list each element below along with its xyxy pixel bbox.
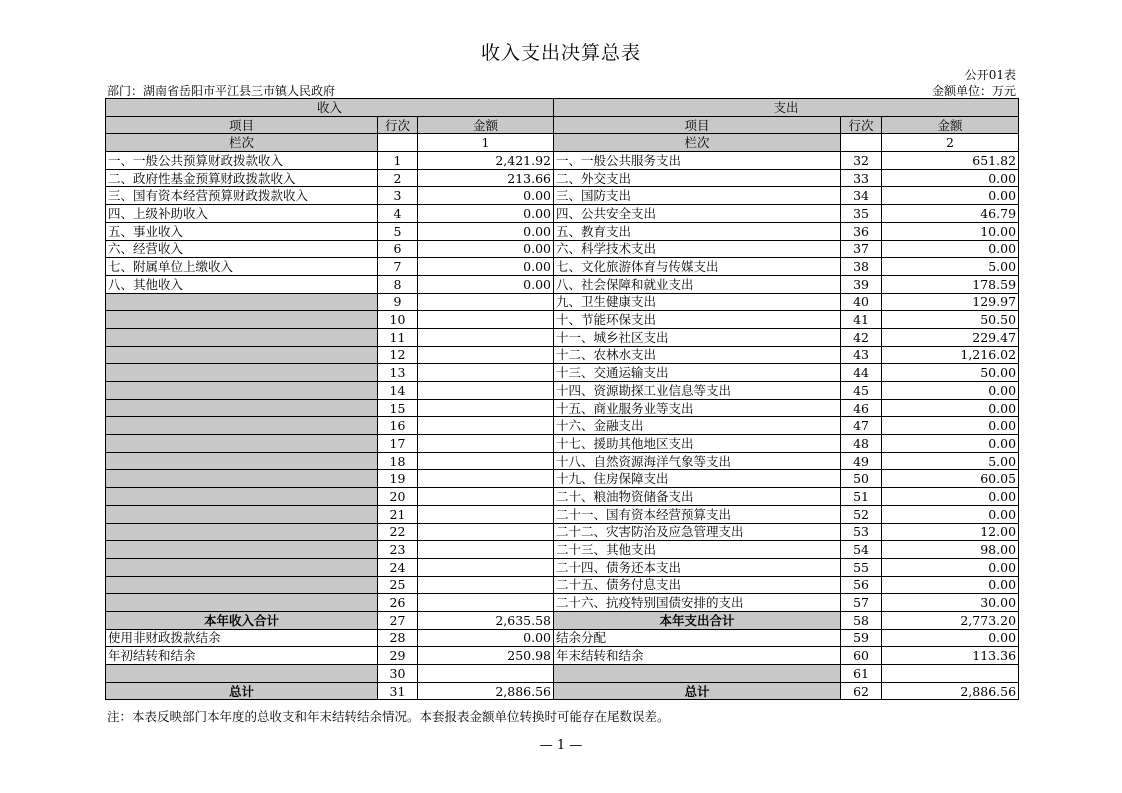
expense-item: 十九、住房保障支出 <box>554 470 841 488</box>
income-row-no: 6 <box>378 240 418 258</box>
income-amount <box>418 435 554 453</box>
income-row-no: 28 <box>378 629 418 647</box>
expense-item: 十五、商业服务业等支出 <box>554 399 841 417</box>
table-row <box>106 293 1019 311</box>
expense-row-no: 38 <box>841 258 882 276</box>
income-amount: 0.00 <box>418 240 554 258</box>
income-item: 使用非财政拨款结余 <box>106 629 378 647</box>
expense-row-no: 34 <box>841 187 882 205</box>
income-amount: 2,421.92 <box>418 152 554 170</box>
income-item: 二、政府性基金预算财政拨款收入 <box>106 169 378 187</box>
income-row-no: 9 <box>378 293 418 311</box>
income-amount <box>418 523 554 541</box>
expense-lanci-label: 栏次 <box>554 134 841 152</box>
expense-section-header: 支出 <box>554 99 1019 117</box>
table-row <box>106 152 1019 170</box>
table-row <box>106 222 1019 240</box>
expense-amount: 0.00 <box>882 488 1019 506</box>
income-row-no: 8 <box>378 275 418 293</box>
income-item <box>106 382 378 400</box>
income-expense-table <box>105 98 1019 700</box>
expense-item: 二十、粮油物资储备支出 <box>554 488 841 506</box>
subtotal-row <box>106 611 1019 629</box>
income-item <box>106 488 378 506</box>
expense-amount: 0.00 <box>882 240 1019 258</box>
expense-amount-header: 金额 <box>882 116 1019 134</box>
expense-row-no: 48 <box>841 435 882 453</box>
expense-row-no: 53 <box>841 523 882 541</box>
expense-amount: 0.00 <box>882 417 1019 435</box>
expense-row-no: 58 <box>841 611 882 629</box>
expense-row-no: 61 <box>841 665 882 683</box>
expense-item: 一、一般公共服务支出 <box>554 152 841 170</box>
form-code: 公开01表 <box>964 68 1016 82</box>
table-row <box>106 364 1019 382</box>
income-amount <box>418 488 554 506</box>
expense-column-number: 2 <box>882 134 1019 152</box>
income-item: 六、经营收入 <box>106 240 378 258</box>
expense-amount: 178.59 <box>882 275 1019 293</box>
expense-amount: 0.00 <box>882 169 1019 187</box>
table-row <box>106 311 1019 329</box>
income-row-no: 17 <box>378 435 418 453</box>
expense-amount: 0.00 <box>882 558 1019 576</box>
table-row <box>106 629 1019 647</box>
expense-item: 二十四、债务还本支出 <box>554 558 841 576</box>
expense-row-no: 41 <box>841 311 882 329</box>
income-amount <box>418 364 554 382</box>
income-amount <box>418 346 554 364</box>
table-row <box>106 258 1019 276</box>
income-row-no: 26 <box>378 594 418 612</box>
income-row-no: 16 <box>378 417 418 435</box>
income-row-no: 14 <box>378 382 418 400</box>
expense-row-no: 36 <box>841 222 882 240</box>
expense-amount: 0.00 <box>882 399 1019 417</box>
table-row <box>106 665 1019 683</box>
income-lanci-label: 栏次 <box>106 134 378 152</box>
income-row-no: 25 <box>378 576 418 594</box>
income-lanci-empty <box>378 134 418 152</box>
expense-amount: 10.00 <box>882 222 1019 240</box>
expense-row-no: 39 <box>841 275 882 293</box>
expense-amount: 60.05 <box>882 470 1019 488</box>
expense-row-no-header: 行次 <box>841 116 882 134</box>
expense-amount: 5.00 <box>882 452 1019 470</box>
income-row-no: 30 <box>378 665 418 683</box>
expense-item: 六、科学技术支出 <box>554 240 841 258</box>
income-item: 五、事业收入 <box>106 222 378 240</box>
expense-item: 十三、交通运输支出 <box>554 364 841 382</box>
income-item <box>106 364 378 382</box>
expense-row-no: 40 <box>841 293 882 311</box>
income-item: 八、其他收入 <box>106 275 378 293</box>
section-header-row <box>106 99 1019 117</box>
expense-row-no: 50 <box>841 470 882 488</box>
expense-item-header: 项目 <box>554 116 841 134</box>
expense-amount: 2,886.56 <box>882 682 1019 700</box>
income-amount <box>418 594 554 612</box>
income-row-no: 24 <box>378 558 418 576</box>
expense-row-no: 44 <box>841 364 882 382</box>
expense-item: 四、公共安全支出 <box>554 205 841 223</box>
expense-amount <box>882 665 1019 683</box>
table-row <box>106 523 1019 541</box>
income-item <box>106 399 378 417</box>
expense-item: 结余分配 <box>554 629 841 647</box>
expense-amount: 0.00 <box>882 187 1019 205</box>
expense-lanci-empty <box>841 134 882 152</box>
income-row-no: 23 <box>378 541 418 559</box>
expense-item: 十七、援助其他地区支出 <box>554 435 841 453</box>
income-row-no: 1 <box>378 152 418 170</box>
expense-amount: 30.00 <box>882 594 1019 612</box>
income-item <box>106 665 378 683</box>
expense-amount: 46.79 <box>882 205 1019 223</box>
table-row <box>106 541 1019 559</box>
income-row-no: 27 <box>378 611 418 629</box>
expense-amount: 50.00 <box>882 364 1019 382</box>
income-amount: 213.66 <box>418 169 554 187</box>
expense-row-no: 60 <box>841 647 882 665</box>
table-row <box>106 382 1019 400</box>
table-row <box>106 187 1019 205</box>
income-amount <box>418 452 554 470</box>
table-row <box>106 576 1019 594</box>
amount-unit-label: 金额单位：万元 <box>931 84 1016 98</box>
income-row-no: 10 <box>378 311 418 329</box>
expense-row-no: 43 <box>841 346 882 364</box>
income-item <box>106 435 378 453</box>
expense-item: 三、国防支出 <box>554 187 841 205</box>
expense-amount: 12.00 <box>882 523 1019 541</box>
income-row-no: 18 <box>378 452 418 470</box>
expense-item: 十、节能环保支出 <box>554 311 841 329</box>
expense-row-no: 51 <box>841 488 882 506</box>
expense-row-no: 55 <box>841 558 882 576</box>
report-title: 收入支出决算总表 <box>480 42 641 64</box>
income-amount <box>418 417 554 435</box>
income-item <box>106 293 378 311</box>
table-row <box>106 488 1019 506</box>
expense-item: 二、外交支出 <box>554 169 841 187</box>
income-amount <box>418 576 554 594</box>
income-item: 年初结转和结余 <box>106 647 378 665</box>
income-item: 四、上级补助收入 <box>106 205 378 223</box>
table-row <box>106 452 1019 470</box>
expense-amount: 651.82 <box>882 152 1019 170</box>
expense-item <box>554 665 841 683</box>
income-row-no: 29 <box>378 647 418 665</box>
expense-row-no: 35 <box>841 205 882 223</box>
income-amount: 250.98 <box>418 647 554 665</box>
expense-amount: 113.36 <box>882 647 1019 665</box>
page-number: — 1 — <box>539 738 583 753</box>
income-row-no: 31 <box>378 682 418 700</box>
footnote: 注：本表反映部门本年度的总收支和年末结转结余情况。本套报表金额单位转换时可能存在尾数误差。 <box>107 709 670 724</box>
expense-row-no: 47 <box>841 417 882 435</box>
income-amount: 2,635.58 <box>418 611 554 629</box>
expense-row-no: 59 <box>841 629 882 647</box>
income-amount <box>418 311 554 329</box>
income-amount: 0.00 <box>418 629 554 647</box>
income-item <box>106 328 378 346</box>
expense-amount: 0.00 <box>882 435 1019 453</box>
expense-row-no: 49 <box>841 452 882 470</box>
income-item <box>106 523 378 541</box>
income-row-no-header: 行次 <box>378 116 418 134</box>
income-row-no: 21 <box>378 505 418 523</box>
income-amount <box>418 293 554 311</box>
expense-item: 二十六、抗疫特别国债安排的支出 <box>554 594 841 612</box>
expense-item: 二十二、灾害防治及应急管理支出 <box>554 523 841 541</box>
expense-item: 本年支出合计 <box>554 611 841 629</box>
income-row-no: 22 <box>378 523 418 541</box>
expense-row-no: 37 <box>841 240 882 258</box>
expense-amount: 1,216.02 <box>882 346 1019 364</box>
table-row <box>106 647 1019 665</box>
table-row <box>106 399 1019 417</box>
expense-amount: 2,773.20 <box>882 611 1019 629</box>
income-item: 三、国有资本经营预算财政拨款收入 <box>106 187 378 205</box>
department-label: 部门：湖南省岳阳市平江县三市镇人民政府 <box>107 84 336 98</box>
table-row <box>106 275 1019 293</box>
table-row <box>106 169 1019 187</box>
column-header-row <box>106 116 1019 134</box>
income-item <box>106 594 378 612</box>
expense-item: 二十五、债务付息支出 <box>554 576 841 594</box>
income-amount <box>418 382 554 400</box>
expense-amount: 0.00 <box>882 576 1019 594</box>
expense-item: 总计 <box>554 682 841 700</box>
income-amount: 0.00 <box>418 258 554 276</box>
income-item: 总计 <box>106 682 378 700</box>
income-item <box>106 311 378 329</box>
income-item <box>106 505 378 523</box>
table-row <box>106 240 1019 258</box>
income-amount: 0.00 <box>418 275 554 293</box>
income-item: 一、一般公共预算财政拨款收入 <box>106 152 378 170</box>
expense-item: 七、文化旅游体育与传媒支出 <box>554 258 841 276</box>
table-row <box>106 505 1019 523</box>
income-row-no: 19 <box>378 470 418 488</box>
table-row <box>106 417 1019 435</box>
income-amount <box>418 328 554 346</box>
expense-row-no: 52 <box>841 505 882 523</box>
expense-row-no: 46 <box>841 399 882 417</box>
income-row-no: 5 <box>378 222 418 240</box>
income-amount: 0.00 <box>418 205 554 223</box>
income-item: 七、附属单位上缴收入 <box>106 258 378 276</box>
expense-row-no: 45 <box>841 382 882 400</box>
income-amount: 0.00 <box>418 187 554 205</box>
table-row <box>106 594 1019 612</box>
table-row <box>106 205 1019 223</box>
income-row-no: 2 <box>378 169 418 187</box>
expense-item: 二十一、国有资本经营预算支出 <box>554 505 841 523</box>
expense-row-no: 33 <box>841 169 882 187</box>
income-row-no: 11 <box>378 328 418 346</box>
income-amount-header: 金额 <box>418 116 554 134</box>
expense-item: 年末结转和结余 <box>554 647 841 665</box>
expense-row-no: 32 <box>841 152 882 170</box>
expense-amount: 0.00 <box>882 505 1019 523</box>
expense-row-no: 56 <box>841 576 882 594</box>
expense-amount: 98.00 <box>882 541 1019 559</box>
income-amount: 2,886.56 <box>418 682 554 700</box>
expense-item: 九、卫生健康支出 <box>554 293 841 311</box>
income-item-header: 项目 <box>106 116 378 134</box>
table-row <box>106 435 1019 453</box>
income-row-no: 3 <box>378 187 418 205</box>
income-item <box>106 576 378 594</box>
table-row <box>106 328 1019 346</box>
income-item <box>106 346 378 364</box>
expense-item: 十四、资源勘探工业信息等支出 <box>554 382 841 400</box>
table-row <box>106 470 1019 488</box>
expense-row-no: 42 <box>841 328 882 346</box>
income-section-header: 收入 <box>106 99 554 117</box>
income-row-no: 15 <box>378 399 418 417</box>
income-row-no: 7 <box>378 258 418 276</box>
income-row-no: 13 <box>378 364 418 382</box>
expense-amount: 129.97 <box>882 293 1019 311</box>
income-row-no: 12 <box>378 346 418 364</box>
expense-row-no: 57 <box>841 594 882 612</box>
income-amount: 0.00 <box>418 222 554 240</box>
total-row <box>106 682 1019 700</box>
expense-amount: 0.00 <box>882 382 1019 400</box>
income-amount <box>418 541 554 559</box>
expense-item: 十六、金融支出 <box>554 417 841 435</box>
income-amount <box>418 399 554 417</box>
lanci-row <box>106 134 1019 152</box>
income-item <box>106 417 378 435</box>
expense-item: 十八、自然资源海洋气象等支出 <box>554 452 841 470</box>
table-row <box>106 558 1019 576</box>
expense-item: 十二、农林水支出 <box>554 346 841 364</box>
income-item <box>106 541 378 559</box>
income-amount <box>418 558 554 576</box>
expense-amount: 5.00 <box>882 258 1019 276</box>
income-row-no: 20 <box>378 488 418 506</box>
expense-item: 八、社会保障和就业支出 <box>554 275 841 293</box>
expense-item: 十一、城乡社区支出 <box>554 328 841 346</box>
expense-amount: 50.50 <box>882 311 1019 329</box>
expense-row-no: 62 <box>841 682 882 700</box>
income-row-no: 4 <box>378 205 418 223</box>
income-item <box>106 470 378 488</box>
income-amount <box>418 665 554 683</box>
income-item: 本年收入合计 <box>106 611 378 629</box>
income-column-number: 1 <box>418 134 554 152</box>
expense-amount: 0.00 <box>882 629 1019 647</box>
expense-amount: 229.47 <box>882 328 1019 346</box>
income-amount <box>418 470 554 488</box>
income-item <box>106 558 378 576</box>
expense-row-no: 54 <box>841 541 882 559</box>
table-row <box>106 346 1019 364</box>
expense-item: 五、教育支出 <box>554 222 841 240</box>
income-item <box>106 452 378 470</box>
income-amount <box>418 505 554 523</box>
expense-item: 二十三、其他支出 <box>554 541 841 559</box>
